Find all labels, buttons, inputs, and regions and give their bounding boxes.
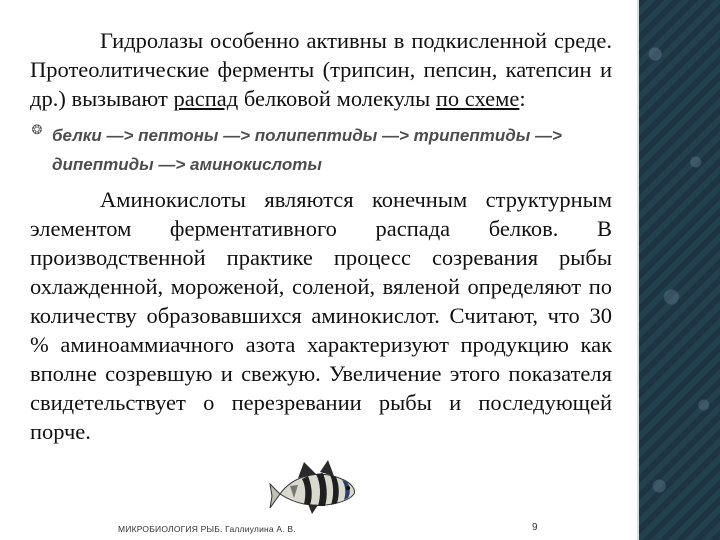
paragraph-text-2: белковой молекулы bbox=[238, 86, 436, 111]
underlined-scheme: по схеме bbox=[435, 86, 520, 111]
paragraph-hydrolases bbox=[30, 26, 612, 113]
slide-content bbox=[30, 26, 612, 446]
fish-illustration bbox=[268, 458, 364, 516]
side-decorative-strip bbox=[639, 0, 720, 540]
scheme-text: белки —> пептоны —> полипептиды —> трипептиды —> дипептиды —> аминокислоты bbox=[52, 126, 562, 174]
footer-course-title: МИКРОБИОЛОГИЯ РЫБ. Галлиулина А. В. bbox=[118, 524, 296, 534]
underlined-decay: распад bbox=[173, 86, 239, 111]
bullet-item-scheme bbox=[30, 119, 612, 177]
paragraph-text-3: : bbox=[519, 86, 526, 111]
paragraph-amino-acids: Аминокислоты являются конечным структурным элементом ферментативного распада белков. В производственной практике процесс созревания рыбы охлажденной, мороженой, соленой, вяленой определяют по количеству образовавшихся аминокислот. Считают, что 30 % аминоаммиачного азота характеризуют продукцию как вполне созревшую и свежую. Увеличение этого показателя свидетельствует о перезревании рыбы и последующей порче. bbox=[30, 187, 612, 444]
bullet-icon: ❂ bbox=[31, 122, 43, 137]
paragraph-text-1: Гидролазы особенно активны в подкисленной среде. Протеолитические ферменты (трипсин, пепсин, катепсин и др.) вызывают bbox=[30, 28, 612, 111]
page-number: 9 bbox=[532, 522, 538, 533]
